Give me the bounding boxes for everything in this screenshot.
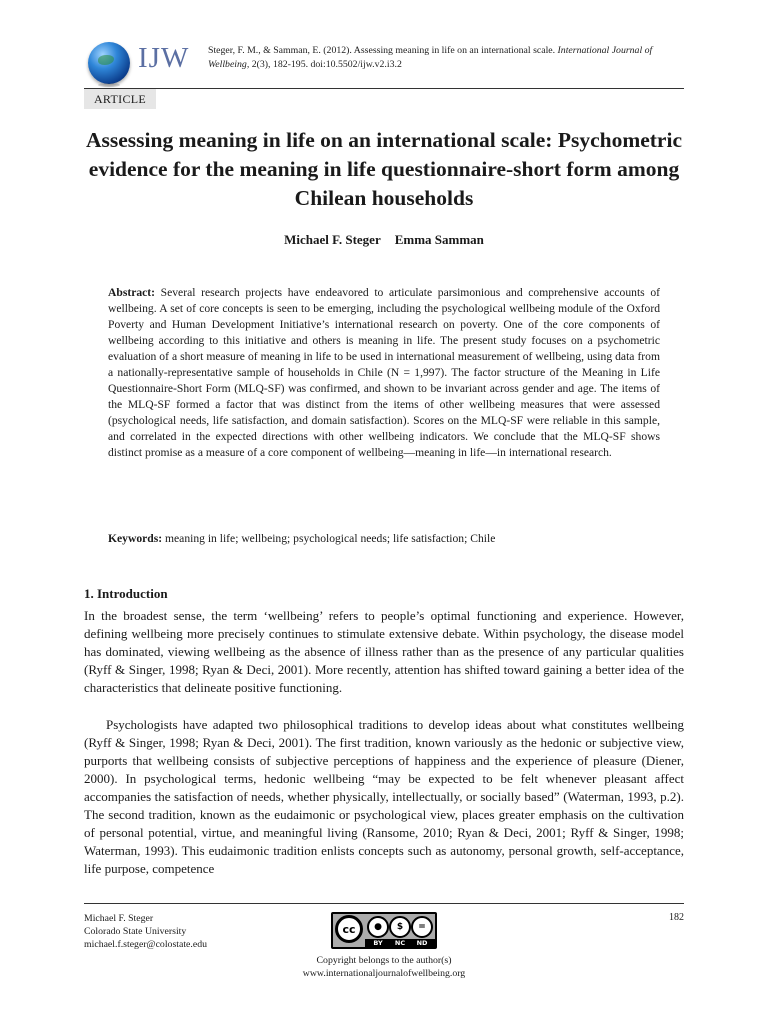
paper-title: Assessing meaning in life on an international scale: Psychometric evidence for the meaning in life questionnaire-short form among Chilean households [85, 128, 682, 210]
noncommercial-dollar-icon: $ [389, 916, 411, 938]
author-name: Emma Samman [394, 232, 484, 247]
journal-website-link[interactable]: www.internationaljournalofwellbeing.org [302, 968, 466, 979]
article-type-tag: ARTICLE [84, 89, 156, 109]
license-label: NC [394, 939, 406, 947]
keywords [108, 531, 660, 547]
journal-header [84, 38, 684, 88]
abstract [108, 285, 660, 461]
keywords-label: Keywords: [108, 532, 163, 545]
license-label: ND [416, 939, 428, 947]
author-list [84, 232, 684, 248]
noderivatives-equals-icon: = [411, 916, 433, 938]
footer-author-name: Michael F. Steger [84, 913, 154, 924]
attribution-person-icon: ● [367, 916, 389, 938]
footer-divider [84, 903, 684, 904]
footer-email[interactable]: michael.f.steger@colostate.edu [84, 939, 207, 950]
citation: Steger, F. M., & Samman, E. (2012). Assessing meaning in life on an international scale. International Journal of Wellbeing, 2(3), 182-195. doi:10.5502/ijw.v2.i3.2 [208, 45, 653, 70]
cc-icon: cc [335, 915, 363, 943]
abstract-label: Abstract: [108, 286, 156, 299]
globe-logo-icon [88, 42, 130, 84]
body-paragraph: Psychologists have adapted two philosophical traditions to develop ideas about what constitutes wellbeing (Ryff & Singer, 1998; Ryan & Deci, 2001). The first tradition, known variously as the hedonic or subjective view, purports that wellbeing consists of subjective perceptions of happiness and the experience of pleasure (Diener, 2000). In psychological terms, hedonic wellbeing “may be expected to be felt whenever pleasant affect accompanies the satisfaction of needs, whether physically, intellectually, or socially based” (Waterman, 1993, p.2). The second tradition, known as the eudaimonic or psychological view, places greater emphasis on the cultivation of personal potential, virtue, and meaningful living (Ransome, 2010; Ryan & Deci, 2001; Ryff & Singer, 1998; Waterman, 1993). This eudaimonic tradition enlists concepts such as autonomy, personal growth, self-acceptance, life purpose, competence [84, 717, 684, 876]
footer-affiliation: Colorado State University [84, 926, 187, 937]
journal-logo-text: IJW [138, 42, 190, 74]
copyright-notice [234, 954, 534, 980]
keywords-text: meaning in life; wellbeing; psychological needs; life satisfaction; Chile [162, 532, 496, 545]
license-label: BY [373, 939, 383, 947]
page-number: 182 [669, 912, 684, 923]
author-name: Michael F. Steger [284, 232, 381, 247]
creative-commons-license-badge[interactable] [331, 912, 437, 949]
body-paragraph: In the broadest sense, the term ‘wellbeing’ refers to people’s optimal functioning and experience. However, defining wellbeing more precisely continues to stimulate extensive debate. Within psychology, the disease model has dominated, viewing wellbeing as the absence of illness rather than as the presence of any particular qualities (Ryff & Singer, 1998; Ryan & Deci, 2001). More recently, attention has shifted toward gaining a better idea of the characteristics that delineate positive functioning. [84, 608, 684, 695]
author-contact [84, 912, 207, 951]
copyright-text: Copyright belongs to the author(s) [316, 955, 452, 966]
header-divider [84, 88, 684, 89]
section-heading: 1. Introduction [84, 586, 168, 601]
abstract-text: Several research projects have endeavored to articulate parsimonious and comprehensive accounts of wellbeing. A set of core concepts is seen to be emerging, including the psychological wellbeing module of the Oxford Poverty and Human Development Initiative’s international research on poverty. One of the core components of wellbeing according to this initiative and others is meaning in life. The present study focuses on a psychometric evaluation of a short measure of meaning in life to be used in international measurement of wellbeing, using data from a nationally-representative sample of households in Chile (N = 1,997). The factor structure of the Meaning in Life Questionnaire-Short Form (MLQ-SF) was confirmed, and shown to be invariant across gender and age. The items of the MLQ-SF formed a factor that was distinct from the items of other wellbeing measures that were assessed (psychological needs, life satisfaction, and domain satisfaction). Scores on the MLQ-SF were reliable in this sample, and correlated in the expected directions with other wellbeing indicators. We conclude that the MLQ-SF shows distinct promise as a measure of a core component of wellbeing—meaning in life—in international research. [108, 286, 660, 459]
